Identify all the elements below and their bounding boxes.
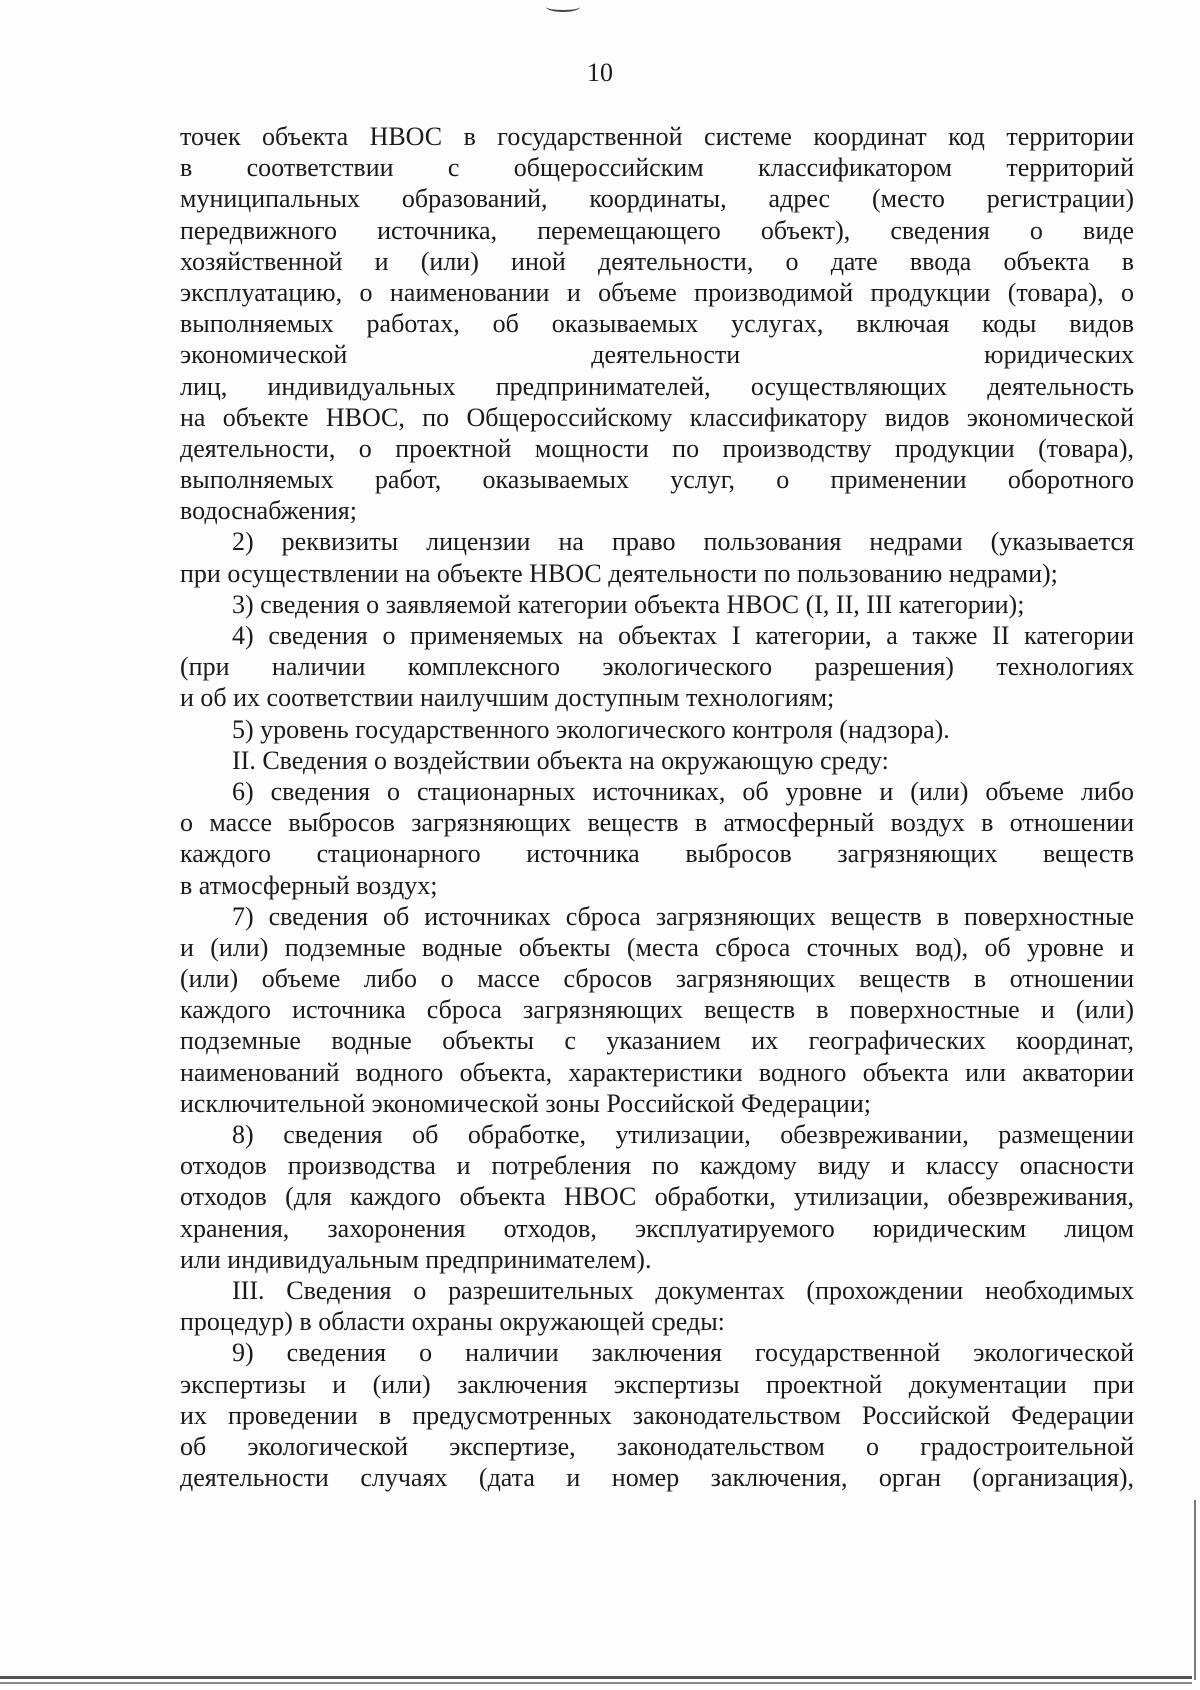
binding-mark — [546, 2, 580, 12]
text-line: деятельности, о проектной мощности по производству продукции (товара), — [180, 433, 1134, 463]
text-line: на объекте НВОС, по Общероссийскому классификатору видов экономической — [180, 402, 1134, 432]
text-line: или индивидуальным предпринимателем). — [180, 1244, 652, 1274]
scan-bottom-edge — [0, 1676, 1192, 1679]
text-line: (при наличии комплексного экологического разрешения) технологиях — [180, 652, 1134, 682]
text-line: 2) реквизиты лицензии на право пользования недрами (указывается — [232, 527, 1134, 557]
text-line: 4) сведения о применяемых на объектах I категории, а также II категории — [232, 621, 1134, 650]
text-line: процедур) в области охраны окружающей среды: — [180, 1307, 725, 1337]
text-line: II. Сведения о воздействии объекта на окружающую среду: — [232, 745, 889, 775]
text-line: муниципальных образований, координаты, адрес (место регистрации) — [180, 184, 1134, 214]
text-line: экономической деятельности юридических — [180, 340, 1134, 370]
text-line: и об их соответствии наилучшим доступным технологиям; — [180, 683, 835, 713]
scan-bottom-edge-shadow — [0, 1682, 1192, 1684]
text-line: хозяйственной и (или) иной деятельности, о дате ввода объекта в — [180, 246, 1134, 276]
text-line: III. Сведения о разрешительных документах (прохождении необходимых — [232, 1275, 1134, 1305]
text-line: исключительной экономической зоны Российской Федерации; — [180, 1088, 871, 1118]
text-line: передвижного источника, перемещающего объект), сведения о виде — [180, 215, 1134, 245]
page-number: 10 — [587, 58, 613, 87]
text-line: деятельности случаях (дата и номер заключения, орган (организация), — [180, 1463, 1134, 1493]
text-line: и (или) подземные водные объекты (места сброса сточных вод), об уровне и — [180, 932, 1134, 962]
text-line: водоснабжения; — [180, 496, 357, 526]
text-line: наименований водного объекта, характеристики водного объекта или акватории — [180, 1057, 1134, 1087]
text-line: отходов (для каждого объекта НВОС обработки, утилизации, обезвреживания, — [180, 1182, 1134, 1212]
text-line: при осуществлении на объекте НВОС деятельности по пользованию недрами); — [180, 558, 1058, 588]
text-line: 9) сведения о наличии заключения государственной экологической — [232, 1338, 1134, 1368]
text-line: о массе выбросов загрязняющих веществ в атмосферный воздух в отношении — [180, 808, 1134, 838]
document-body — [180, 121, 1134, 1493]
text-line: в соответствии с общероссийским классификатором территорий — [180, 153, 1134, 183]
text-line: 7) сведения об источниках сброса загрязняющих веществ в поверхностные — [232, 901, 1134, 931]
text-line: (или) объеме либо о массе сбросов загрязняющих веществ в отношении — [180, 964, 1134, 994]
text-line: лиц, индивидуальных предпринимателей, осуществляющих деятельность — [180, 371, 1134, 401]
text-line: отходов производства и потребления по каждому виду и классу опасности — [180, 1151, 1134, 1181]
text-line: 6) сведения о стационарных источниках, об уровне и (или) объеме либо — [232, 776, 1134, 806]
scan-right-edge — [1194, 1500, 1196, 1680]
text-line: каждого стационарного источника выбросов загрязняющих веществ — [180, 839, 1134, 869]
text-line: в атмосферный воздух; — [180, 870, 438, 900]
text-line: хранения, захоронения отходов, эксплуатируемого юридическим лицом — [180, 1213, 1134, 1243]
text-line: экспертизы и (или) заключения экспертизы проектной документации при — [180, 1369, 1134, 1399]
text-line: 8) сведения об обработке, утилизации, обезвреживании, размещении — [232, 1120, 1134, 1149]
text-line: каждого источника сброса загрязняющих веществ в поверхностные и (или) — [180, 995, 1134, 1025]
text-line: 5) уровень государственного экологического контроля (надзора). — [232, 714, 950, 744]
text-line: эксплуатацию, о наименовании и объеме производимой продукции (товара), о — [180, 277, 1134, 307]
text-line: точек объекта НВОС в государственной системе координат код территории — [180, 122, 1134, 151]
text-line: об экологической экспертизе, законодательством о градостроительной — [180, 1431, 1134, 1461]
text-line: выполняемых работ, оказываемых услуг, о применении оборотного — [180, 465, 1134, 495]
text-line: подземные водные объекты с указанием их географических координат, — [180, 1026, 1134, 1056]
text-line: их проведении в предусмотренных законодательством Российской Федерации — [180, 1400, 1134, 1430]
text-line: выполняемых работах, об оказываемых услугах, включая коды видов — [180, 309, 1134, 339]
text-line: 3) сведения о заявляемой категории объекта НВОС (I, II, III категории); — [232, 589, 1025, 619]
